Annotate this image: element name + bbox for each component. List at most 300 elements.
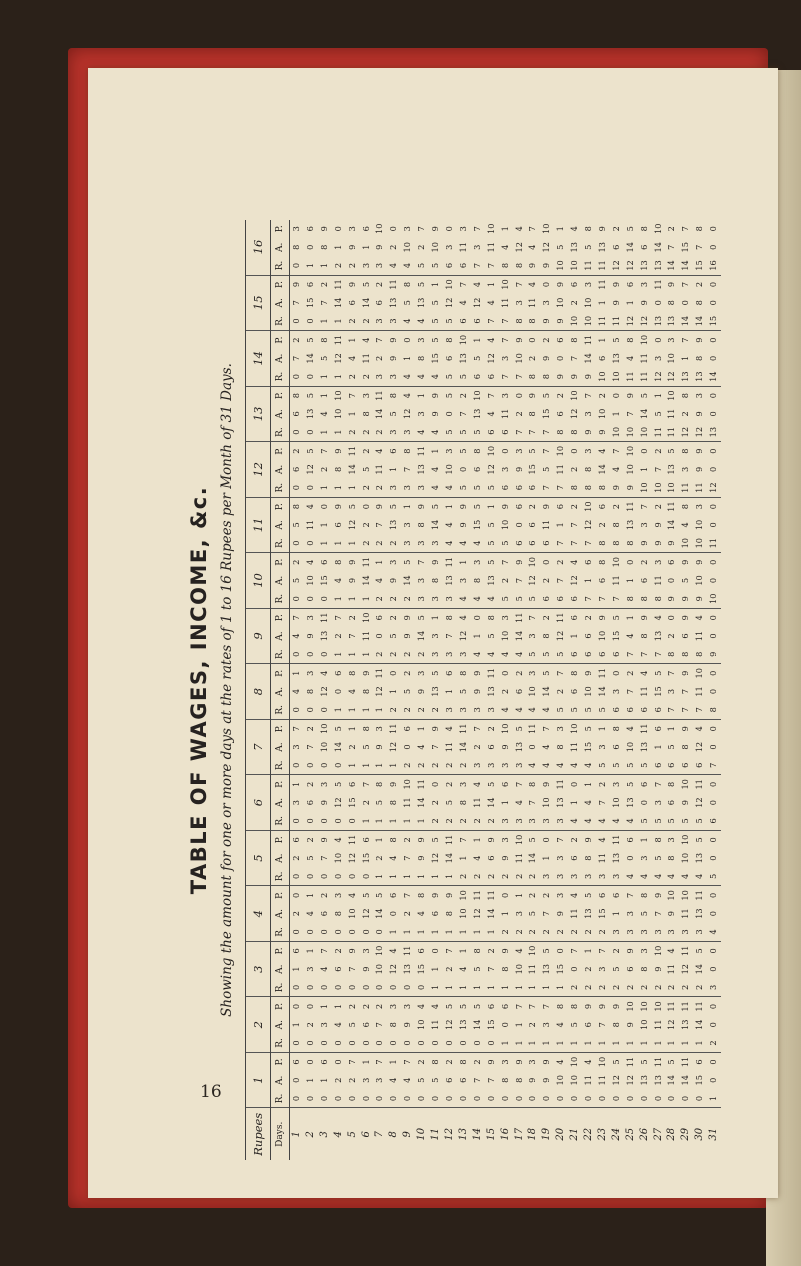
amount-cell: 14 <box>360 297 371 309</box>
amount-cell: 2 <box>373 479 387 498</box>
amount-cell: 0 <box>304 534 318 553</box>
amount-cell: 13 <box>694 852 705 864</box>
amount-cell: 5 <box>554 701 568 720</box>
amount-cell: 3 <box>429 590 443 609</box>
unit-header: P. <box>271 719 290 738</box>
amount-cell: 1 <box>499 1034 513 1053</box>
amount-cell: 1 <box>291 670 301 676</box>
amount-cell: 10 <box>694 668 705 679</box>
amount-cell: 11 <box>485 890 496 901</box>
amount-cell: 5 <box>583 892 594 898</box>
amount-cell: 6 <box>665 756 679 775</box>
amount-cell: 14 <box>430 519 441 531</box>
amount-cell: 7 <box>304 744 315 750</box>
amount-cell: 8 <box>638 226 649 232</box>
amount-cell: 3 <box>402 1003 413 1010</box>
amount-cell: 10 <box>332 390 343 401</box>
amount-cell: 6 <box>457 1077 468 1083</box>
amount-cell: 1 <box>555 522 566 528</box>
day-cell: 5 <box>346 1131 358 1138</box>
amount-cell: 7 <box>318 948 329 954</box>
amount-cell: 3 <box>471 701 485 720</box>
amount-cell: 0 <box>596 1090 610 1109</box>
amount-cell: 7 <box>332 615 343 621</box>
amount-cell: 2 <box>318 466 329 473</box>
amount-cell: 8 <box>596 534 610 553</box>
amount-cell: 5 <box>499 534 513 553</box>
amount-cell: 6 <box>291 411 301 417</box>
amount-cell: 2 <box>541 337 552 343</box>
amount-cell: 3 <box>707 978 721 997</box>
day-cell: 28 <box>666 1127 678 1141</box>
amount-cell: 0 <box>373 1034 387 1053</box>
amount-cell: 2 <box>499 577 510 584</box>
amount-cell: 9 <box>582 423 596 442</box>
amount-cell: 9 <box>665 590 679 609</box>
amount-cell: 9 <box>513 466 524 473</box>
amount-cell: 13 <box>652 1075 663 1086</box>
amount-cell: 10 <box>485 223 496 234</box>
amount-cell: 11 <box>624 501 635 512</box>
amount-cell: 4 <box>513 701 527 720</box>
day-cell: 18 <box>527 1127 539 1141</box>
amount-cell: 3 <box>680 466 691 473</box>
amount-cell: 10 <box>680 779 691 790</box>
wages-table <box>245 220 721 1160</box>
amount-cell: 10 <box>374 963 385 975</box>
amount-cell: 10 <box>596 1056 607 1068</box>
amount-cell: 8 <box>679 645 693 664</box>
amount-cell: 6 <box>596 577 607 584</box>
amount-cell: 11 <box>499 408 510 420</box>
amount-cell: 0 <box>318 504 329 510</box>
amount-cell: 11 <box>652 279 663 290</box>
amount-cell: 14 <box>332 297 343 309</box>
amount-cell: 1 <box>471 633 482 639</box>
table-row <box>693 220 707 1160</box>
amount-cell: 4 <box>526 701 540 720</box>
amount-cell: 4 <box>665 867 679 886</box>
amount-cell: 8 <box>680 393 691 399</box>
amount-cell: 5 <box>485 522 496 528</box>
amount-cell: 1 <box>569 799 580 806</box>
amount-cell: 8 <box>457 670 468 676</box>
amount-cell: 14 <box>679 312 693 331</box>
amount-cell: 3 <box>526 812 540 831</box>
amount-cell: 3 <box>624 923 638 942</box>
amount-cell: 6 <box>499 423 513 442</box>
amount-cell: 3 <box>652 355 663 361</box>
amount-cell: 0 <box>555 948 566 954</box>
amount-cell: 4 <box>499 701 513 720</box>
amount-cell: 6 <box>318 559 329 565</box>
amount-cell: 1 <box>485 281 496 288</box>
amount-cell: 3 <box>291 226 301 232</box>
amount-cell: 9 <box>388 337 399 343</box>
amount-cell: 6 <box>582 645 596 664</box>
amount-cell: 4 <box>415 312 429 331</box>
amount-cell: 15 <box>596 908 607 919</box>
amount-cell: 9 <box>694 411 705 417</box>
amount-cell: 11 <box>596 312 610 331</box>
amount-cell: 0 <box>415 1090 429 1109</box>
amount-cell: 7 <box>527 615 538 621</box>
amount-cell: 5 <box>388 504 399 510</box>
amount-cell: 4 <box>569 892 580 898</box>
amount-cell: 4 <box>360 337 371 343</box>
amount-cell: 0 <box>332 756 346 775</box>
amount-cell: 1 <box>624 1034 638 1053</box>
amount-cell: 9 <box>416 837 427 843</box>
amount-cell: 7 <box>291 300 301 306</box>
amount-cell: 0 <box>624 559 635 565</box>
amount-cell: 11 <box>652 1019 663 1030</box>
amount-cell: 1 <box>387 867 401 886</box>
amount-cell: 9 <box>430 726 441 732</box>
amount-cell: 11 <box>666 963 677 975</box>
amount-cell: 5 <box>485 559 496 565</box>
amount-cell: 2 <box>304 781 315 787</box>
amount-cell: 4 <box>429 479 443 498</box>
amount-cell: 7 <box>499 337 510 343</box>
amount-cell: 0 <box>290 312 304 331</box>
amount-cell: 1 <box>679 1034 693 1053</box>
unit-header: A. <box>271 682 290 701</box>
amount-cell: 13 <box>457 1019 468 1030</box>
amount-cell: 7 <box>485 312 499 331</box>
amount-cell: 12 <box>610 257 624 276</box>
unit-header: A. <box>271 738 290 757</box>
amount-cell: 10 <box>513 353 524 364</box>
amount-cell: 9 <box>346 559 357 565</box>
amount-cell: 9 <box>610 281 621 288</box>
amount-cell: 9 <box>652 534 666 553</box>
amount-cell: 2 <box>360 448 371 454</box>
amount-cell: 3 <box>596 744 607 750</box>
amount-cell: 2 <box>527 892 538 898</box>
unit-header: A. <box>271 516 290 535</box>
amount-cell: 8 <box>318 337 329 343</box>
rate-header: 14 <box>246 331 271 387</box>
amount-cell: 2 <box>360 479 374 498</box>
amount-cell: 9 <box>568 368 582 387</box>
amount-cell: 0 <box>332 812 346 831</box>
amount-cell: 3 <box>416 411 427 417</box>
amount-cell: 12 <box>360 908 371 919</box>
amount-cell: 10 <box>568 257 582 276</box>
amount-cell: 2 <box>569 837 580 843</box>
amount-cell: 5 <box>624 226 635 232</box>
amount-cell: 0 <box>318 812 332 831</box>
amount-cell: 4 <box>652 867 666 886</box>
amount-cell: 0 <box>290 368 304 387</box>
amount-cell: 5 <box>402 559 413 565</box>
amount-cell: 12 <box>485 464 496 475</box>
amount-cell: 0 <box>346 812 360 831</box>
amount-cell: 12 <box>332 797 343 808</box>
amount-cell: 4 <box>596 837 607 843</box>
amount-cell: 2 <box>693 978 707 997</box>
amount-cell: 10 <box>680 852 691 864</box>
amount-cell: 5 <box>652 812 666 831</box>
amount-cell: 5 <box>638 812 652 831</box>
amount-cell: 11 <box>443 557 454 568</box>
amount-cell: 1 <box>610 411 621 417</box>
amount-cell: 0 <box>457 1034 471 1053</box>
amount-cell: 2 <box>388 244 399 250</box>
amount-cell: 10 <box>513 963 524 975</box>
amount-cell: 0 <box>318 645 332 664</box>
amount-cell: 2 <box>568 923 582 942</box>
amount-cell: 2 <box>555 559 566 565</box>
amount-cell: 3 <box>666 688 677 695</box>
amount-cell: 0 <box>555 355 566 361</box>
amount-cell: 3 <box>499 756 513 775</box>
amount-cell: 14 <box>374 408 385 420</box>
amount-cell: 0 <box>679 1090 693 1109</box>
amount-cell: 14 <box>707 368 721 387</box>
amount-cell: 7 <box>554 479 568 498</box>
amount-cell: 3 <box>694 393 705 399</box>
amount-cell: 0 <box>541 837 552 843</box>
amount-cell: 1 <box>360 1059 371 1065</box>
amount-cell: 0 <box>708 411 719 417</box>
amount-cell: 9 <box>665 534 679 553</box>
amount-cell: 10 <box>596 408 607 420</box>
amount-cell: 12 <box>569 408 580 420</box>
amount-cell: 10 <box>680 890 691 901</box>
amount-cell: 10 <box>596 630 607 642</box>
amount-cell: 7 <box>457 281 468 288</box>
amount-cell: 8 <box>526 312 540 331</box>
amount-cell: 2 <box>429 812 443 831</box>
unit-header: P. <box>271 331 290 350</box>
amount-cell: 2 <box>360 312 374 331</box>
amount-cell: 9 <box>583 1003 594 1010</box>
amount-cell: 5 <box>471 423 485 442</box>
amount-cell: 3 <box>554 867 568 886</box>
amount-cell: 1 <box>402 355 413 361</box>
amount-cell: 12 <box>541 242 552 253</box>
amount-cell: 8 <box>291 504 301 510</box>
amount-cell: 9 <box>540 257 554 276</box>
amount-cell: 7 <box>374 522 385 528</box>
day-cell: 8 <box>388 1131 400 1138</box>
table-row <box>373 220 387 1160</box>
amount-cell: 0 <box>513 1090 527 1109</box>
amount-cell: 8 <box>707 701 721 720</box>
amount-cell: 8 <box>568 479 582 498</box>
amount-cell: 4 <box>583 1059 594 1065</box>
amount-cell: 2 <box>443 781 454 787</box>
amount-cell: 9 <box>680 559 691 565</box>
amount-cell: 5 <box>471 966 482 972</box>
amount-cell: 0 <box>708 1022 719 1028</box>
amount-cell: 9 <box>583 670 594 676</box>
amount-cell: 4 <box>457 615 468 621</box>
amount-cell: 4 <box>513 645 527 664</box>
amount-cell: 9 <box>499 855 510 861</box>
amount-cell: 14 <box>638 408 649 420</box>
amount-cell: 10 <box>694 519 705 531</box>
amount-cell: 10 <box>541 797 552 808</box>
amount-cell: 4 <box>457 300 468 306</box>
amount-cell: 7 <box>360 781 371 787</box>
amount-cell: 4 <box>416 744 427 750</box>
amount-cell: 8 <box>388 799 399 806</box>
amount-cell: 9 <box>332 504 343 510</box>
amount-cell: 2 <box>596 393 607 399</box>
amount-cell: 6 <box>652 701 666 720</box>
units-header-row <box>271 220 290 1160</box>
amount-cell: 5 <box>457 368 471 387</box>
amount-cell: 7 <box>402 855 413 861</box>
amount-cell: 0 <box>388 670 399 676</box>
amount-cell: 0 <box>499 448 510 454</box>
amount-cell: 15 <box>541 408 552 420</box>
amount-cell: 3 <box>388 1003 399 1010</box>
amount-cell: 1 <box>457 978 471 997</box>
amount-cell: 1 <box>415 812 429 831</box>
amount-cell: 2 <box>332 257 346 276</box>
amount-cell: 8 <box>652 590 666 609</box>
amount-cell: 6 <box>318 911 329 917</box>
amount-cell: 3 <box>485 756 499 775</box>
amount-cell: 0 <box>402 337 413 343</box>
amount-cell: 5 <box>429 312 443 331</box>
amount-cell: 0 <box>610 393 621 399</box>
table-row <box>499 220 513 1160</box>
amount-cell: 2 <box>485 948 496 954</box>
amount-cell: 1 <box>388 1059 399 1065</box>
amount-cell: 3 <box>415 479 429 498</box>
amount-cell: 1 <box>430 966 441 972</box>
unit-header: R. <box>271 812 290 831</box>
amount-cell: 7 <box>555 837 566 843</box>
amount-cell: 10 <box>555 445 566 457</box>
amount-cell: 11 <box>402 797 413 808</box>
amount-cell: 14 <box>652 242 663 253</box>
amount-cell: 3 <box>443 701 457 720</box>
amount-cell: 0 <box>652 1090 666 1109</box>
amount-cell: 1 <box>624 577 635 584</box>
amount-cell: 4 <box>499 244 510 250</box>
day-cell: 21 <box>569 1127 581 1141</box>
amount-cell: 9 <box>485 837 496 843</box>
amount-cell: 1 <box>429 978 443 997</box>
amount-cell: 3 <box>610 923 624 942</box>
amount-cell: 9 <box>624 1022 635 1028</box>
amount-cell: 8 <box>680 744 691 750</box>
amount-cell: 1 <box>485 504 496 510</box>
amount-cell: 1 <box>554 978 568 997</box>
amount-cell: 13 <box>583 908 594 919</box>
amount-cell: 12 <box>583 519 594 531</box>
amount-cell: 5 <box>596 756 610 775</box>
amount-cell: 3 <box>374 726 385 732</box>
amount-cell: 5 <box>457 423 471 442</box>
amount-cell: 7 <box>485 966 496 972</box>
amount-cell: 13 <box>666 464 677 475</box>
amount-cell: 2 <box>707 1034 721 1053</box>
amount-cell: 12 <box>332 353 343 364</box>
amount-cell: 7 <box>346 1059 357 1065</box>
amount-cell: 1 <box>430 281 441 288</box>
amount-cell: 6 <box>652 726 663 732</box>
amount-cell: 7 <box>402 892 413 898</box>
amount-cell: 1 <box>457 923 471 942</box>
amount-cell: 2 <box>443 1059 454 1065</box>
amount-cell: 2 <box>513 670 524 676</box>
table-row <box>457 220 471 1160</box>
amount-cell: 11 <box>360 630 371 642</box>
amount-cell: 2 <box>346 423 360 442</box>
amount-cell: 0 <box>582 1090 596 1109</box>
amount-cell: 7 <box>596 590 610 609</box>
amount-cell: 2 <box>373 590 387 609</box>
amount-cell: 7 <box>596 948 607 954</box>
amount-cell: 2 <box>568 978 582 997</box>
amount-cell: 14 <box>694 1019 705 1030</box>
amount-cell: 9 <box>680 799 691 806</box>
amount-cell: 9 <box>513 1059 524 1065</box>
amount-cell: 10 <box>374 223 385 234</box>
amount-cell: 12 <box>443 1019 454 1030</box>
amount-cell: 1 <box>541 855 552 861</box>
amount-cell: 4 <box>582 756 596 775</box>
amount-cell: 10 <box>499 723 510 735</box>
table-row <box>665 220 679 1160</box>
amount-cell: 5 <box>443 1003 454 1010</box>
amount-cell: 4 <box>471 855 482 861</box>
amount-cell: 9 <box>346 577 357 584</box>
amount-cell: 3 <box>401 534 415 553</box>
amount-cell: 5 <box>443 312 457 331</box>
amount-cell: 7 <box>652 911 663 917</box>
amount-cell: 0 <box>318 923 332 942</box>
day-cell: 31 <box>708 1127 720 1141</box>
amount-cell: 4 <box>471 281 482 288</box>
amount-cell: 1 <box>346 479 360 498</box>
amount-cell: 11 <box>610 575 621 586</box>
amount-cell: 0 <box>304 978 318 997</box>
amount-cell: 7 <box>485 393 496 399</box>
amount-cell: 2 <box>485 867 499 886</box>
amount-cell: 15 <box>527 464 538 475</box>
amount-cell: 4 <box>583 799 594 806</box>
amount-cell: 5 <box>666 448 677 454</box>
amount-cell: 8 <box>680 448 691 454</box>
amount-cell: 6 <box>555 337 566 343</box>
amount-cell: 9 <box>485 1059 496 1065</box>
amount-cell: 0 <box>430 781 441 787</box>
amount-cell: 3 <box>499 837 510 843</box>
rate-header: 16 <box>246 220 271 276</box>
amount-cell: 0 <box>708 300 719 306</box>
amount-cell: 4 <box>429 423 443 442</box>
amount-cell: 10 <box>471 390 482 401</box>
day-cell: 11 <box>430 1127 442 1141</box>
amount-cell: 7 <box>555 670 566 676</box>
amount-cell: 11 <box>360 557 371 568</box>
amount-cell: 2 <box>694 281 705 288</box>
amount-cell: 0 <box>499 1022 510 1028</box>
amount-cell: 11 <box>499 297 510 309</box>
amount-cell: 1 <box>304 1077 315 1083</box>
day-cell: 9 <box>402 1131 414 1138</box>
amount-cell: 2 <box>443 966 454 972</box>
amount-cell: 8 <box>583 855 594 861</box>
